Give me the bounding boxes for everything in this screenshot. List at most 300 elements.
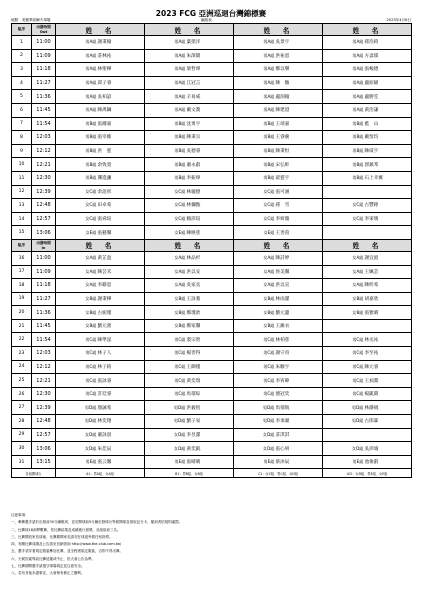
- player-cell: [145, 103, 234, 117]
- player-name: 莊林祐: [97, 53, 112, 59]
- player-name: 王姵芸: [364, 269, 379, 275]
- player-cell: [145, 212, 234, 226]
- player-name: 古郎霖: [364, 419, 379, 425]
- table-header-in: [12, 239, 412, 251]
- player-name: 張云馨: [97, 460, 112, 466]
- name-header: 姓 名: [145, 24, 234, 36]
- table-row: [12, 226, 412, 240]
- group-number: 26: [12, 387, 32, 401]
- tee-time: 11:36: [32, 90, 56, 104]
- player-name: 林雨潔: [275, 296, 290, 302]
- player-cell: [234, 347, 323, 361]
- group-number: 18: [12, 279, 32, 293]
- player-name: 黃浩謙: [364, 108, 379, 114]
- player-cell: [56, 415, 145, 429]
- tee-time: 13:06: [32, 226, 56, 240]
- player-cell: [234, 455, 323, 469]
- tee-assignment-b1: B1：男B組、女B組: [145, 469, 234, 478]
- player-cell: [323, 415, 412, 429]
- player-cell: [145, 117, 234, 131]
- table-row: [12, 292, 412, 306]
- player-name: 李妍璇: [275, 217, 290, 223]
- player-cell: [145, 360, 234, 374]
- player-division: 男A組: [174, 66, 186, 72]
- player-division: 女D組: [84, 431, 97, 437]
- tee-assignment-label: 各組開球台: [12, 469, 56, 478]
- player-name: 張藝馨: [97, 230, 112, 236]
- notes-heading: 注意事項：: [11, 513, 29, 517]
- name-header: 姓 名: [56, 24, 145, 36]
- table-row: [12, 131, 412, 145]
- tee-time: 11:36: [32, 306, 56, 320]
- player-division: 女A組: [85, 268, 97, 274]
- player-cell: [56, 279, 145, 293]
- player-division: 男A組: [352, 107, 364, 113]
- tee-assignment-a1: A1：男A組、女A組: [56, 469, 145, 478]
- player-cell: [234, 306, 323, 320]
- player-cell: [145, 158, 234, 172]
- tee-time: 13:06: [32, 442, 56, 456]
- group-number: 12: [12, 185, 32, 199]
- player-cell: [323, 131, 412, 145]
- player-division: 男A組: [263, 80, 275, 86]
- player-name: 田卓希: [97, 203, 112, 209]
- player-division: 女B組: [352, 309, 364, 315]
- player-name: 陳秉恒: [275, 149, 290, 155]
- table-row: [12, 63, 412, 77]
- player-cell: [56, 131, 145, 145]
- tee-time: 12:57: [32, 428, 56, 442]
- player-division: 女A組: [352, 282, 364, 288]
- group-number: 24: [12, 360, 32, 374]
- tee-time-header-out: [32, 24, 56, 36]
- player-cell: [234, 333, 323, 347]
- player-division: 女D組: [173, 445, 186, 451]
- player-cell: [145, 279, 234, 293]
- player-division: 女C組: [174, 216, 186, 222]
- location-text: 地點：美麗華高爾夫球場: [11, 17, 51, 22]
- player-division: 男A組: [85, 52, 97, 58]
- player-cell: [56, 455, 145, 469]
- group-number: 8: [12, 131, 32, 145]
- player-cell: [56, 333, 145, 347]
- player-cell: [323, 63, 412, 77]
- player-name: 王詠蓁: [186, 296, 201, 302]
- player-name: 張爾嘉: [97, 121, 112, 127]
- player-division: 男C組: [174, 377, 186, 383]
- table-row: [12, 117, 412, 131]
- player-name: 吳沛瑜: [364, 446, 379, 452]
- player-cell: [56, 401, 145, 415]
- player-name: 李宥暐: [275, 378, 290, 384]
- player-division: 女C組: [352, 202, 364, 208]
- player-division: 女B組: [263, 295, 275, 301]
- tee-time-header-sub: Out: [39, 30, 48, 34]
- player-cell: [234, 265, 323, 279]
- player-name: 李振瑋: [186, 176, 201, 182]
- player-division: 男D組: [173, 418, 186, 424]
- player-name: 陳威宇: [364, 149, 379, 155]
- player-division: 女A組: [85, 282, 97, 288]
- player-name: 沈勇宇: [186, 121, 201, 127]
- table-row: [12, 185, 412, 199]
- player-cell: [56, 171, 145, 185]
- player-cell: [56, 360, 145, 374]
- player-cell: [323, 212, 412, 226]
- player-division: 男A組: [174, 80, 186, 86]
- player-division: 男A組: [174, 93, 186, 99]
- group-number: 21: [12, 319, 32, 333]
- player-cell: [234, 131, 323, 145]
- tee-time: 12:39: [32, 185, 56, 199]
- player-division: 男B組: [174, 175, 186, 181]
- table-row: [12, 251, 412, 265]
- player-division: 女A組: [174, 282, 186, 288]
- player-division: 女B組: [174, 309, 186, 315]
- player-name: 裘宗智: [186, 337, 201, 343]
- tee-time-header-sub: In: [41, 245, 46, 250]
- player-cell: [234, 49, 323, 63]
- tee-time: 12:48: [32, 199, 56, 213]
- group-number: 28: [12, 415, 32, 429]
- tee-time: 12:12: [32, 360, 56, 374]
- player-name: 林聖樺: [97, 67, 112, 73]
- player-cell: [145, 90, 234, 104]
- player-name: 林瓏德: [186, 189, 201, 195]
- player-cell: [56, 158, 145, 172]
- tee-time: 11:45: [32, 319, 56, 333]
- player-division: 男B組: [352, 134, 364, 140]
- player-division: 男B組: [263, 120, 275, 126]
- player-cell: [234, 199, 323, 213]
- note-line: 一、參賽選手請於出發前30分鐘報到，並於開球前5分鐘至發球台等候開球及領取記分卡，遲到者依規則處罰。: [11, 520, 183, 525]
- player-division: 女A組: [263, 268, 275, 274]
- player-name: 江冠言: [186, 81, 201, 87]
- tee-assignment-row: [12, 469, 412, 478]
- player-cell: [323, 144, 412, 158]
- group-number: 19: [12, 292, 32, 306]
- note-line: 四、有關比賽成績及公告請至官網查詢 http://www.the-club.com.tw/: [11, 542, 122, 547]
- group-number: 7: [12, 117, 32, 131]
- player-division: 男C組: [174, 363, 186, 369]
- player-division: 女A組: [85, 255, 97, 261]
- player-cell: [145, 265, 234, 279]
- player-cell: [234, 251, 323, 265]
- player-cell: [145, 442, 234, 456]
- table-row: [12, 387, 412, 401]
- tee-time: 11:18: [32, 63, 56, 77]
- name-header: 姓 名: [234, 24, 323, 36]
- tee-time: 12:12: [32, 144, 56, 158]
- player-name: 戴文喬: [186, 108, 201, 114]
- player-cell: [56, 103, 145, 117]
- player-division: 男C組: [174, 336, 186, 342]
- player-name: 藍 山: [364, 121, 379, 127]
- date-text: 2023年4月6日: [386, 17, 411, 22]
- player-name: 林丞祐: [364, 337, 379, 343]
- pairing-table: [11, 23, 412, 478]
- table-row: [12, 319, 412, 333]
- player-name: 余語彤: [97, 189, 112, 195]
- table-row: [12, 401, 412, 415]
- table-row: [12, 347, 412, 361]
- table-row: [12, 374, 412, 388]
- player-name: 梁哲瑋: [186, 67, 201, 73]
- player-cell: [323, 226, 412, 240]
- table-row: [12, 279, 412, 293]
- group-number: 23: [12, 347, 32, 361]
- player-cell: [145, 144, 234, 158]
- player-name: 孫 雪: [275, 203, 290, 209]
- tee-time-header-in: [32, 239, 56, 251]
- player-cell: [323, 292, 412, 306]
- player-division: 男A組: [174, 107, 186, 113]
- player-division: 男A組: [352, 39, 364, 45]
- player-name: 張詠睿: [97, 378, 112, 384]
- player-division: 女E組: [174, 229, 186, 235]
- player-name: 陳詩婷: [275, 256, 290, 262]
- note-line: 七、比賽期間選手請遵守球場規定並注意安全。: [11, 564, 85, 569]
- table-row: [12, 265, 412, 279]
- player-cell: [323, 306, 412, 320]
- player-cell: [145, 131, 234, 145]
- player-division: 男C組: [352, 377, 364, 383]
- player-cell: [323, 333, 412, 347]
- table-row: [12, 442, 412, 456]
- player-cell: [323, 360, 412, 374]
- name-header: 姓 名: [56, 239, 145, 251]
- player-cell: [56, 199, 145, 213]
- player-division: 男D組: [262, 418, 275, 424]
- player-cell: [145, 251, 234, 265]
- player-name: 林瀞硯: [364, 405, 379, 411]
- player-name: 石上幸翼: [364, 176, 383, 182]
- player-cell: [234, 319, 323, 333]
- player-cell: [145, 415, 234, 429]
- table-row: [12, 171, 412, 185]
- player-division: 女C組: [85, 202, 97, 208]
- tee-time: 12:03: [32, 347, 56, 361]
- player-division: 男B組: [85, 175, 97, 181]
- group-number: 14: [12, 212, 32, 226]
- player-division: 男C組: [263, 336, 275, 342]
- player-cell: [323, 199, 412, 213]
- player-cell: [234, 158, 323, 172]
- player-division: 男A組: [352, 93, 364, 99]
- group-number: 30: [12, 442, 32, 456]
- player-cell: [145, 185, 234, 199]
- player-name: 莊淇淇: [275, 432, 290, 438]
- player-division: 女E組: [263, 229, 275, 235]
- player-name: 張可涵: [275, 189, 290, 195]
- player-cell: [234, 374, 323, 388]
- player-name: 王御僅: [186, 364, 201, 370]
- player-cell: [234, 415, 323, 429]
- player-cell: [323, 49, 412, 63]
- player-division: 男A組: [85, 93, 97, 99]
- player-name: 洪祐恩: [275, 53, 290, 59]
- player-division: 男E組: [263, 459, 275, 465]
- player-division: 男A組: [352, 80, 364, 86]
- player-division: 男B組: [85, 148, 97, 154]
- tee-assignment-lv2: LV2：女D組、男E組、女E組: [323, 469, 412, 478]
- player-name: 胡嘉欣: [364, 296, 379, 302]
- player-name: 陳建澄: [275, 108, 290, 114]
- player-division: 女B組: [174, 295, 186, 301]
- player-division: 男C組: [263, 377, 275, 383]
- player-division: 男C組: [352, 350, 364, 356]
- page-title: 2023 FCG 亞洲巡迴台灣錦標賽: [155, 9, 267, 18]
- player-division: 男C組: [352, 391, 364, 397]
- tee-time: 11:00: [32, 36, 56, 50]
- table-row: [12, 199, 412, 213]
- table-row: [12, 360, 412, 374]
- table-row: [12, 76, 412, 90]
- player-name: 陳禹鑰: [97, 108, 112, 114]
- player-cell: [56, 292, 145, 306]
- player-division: 女C組: [174, 188, 186, 194]
- player-name: 陳準泓: [97, 337, 112, 343]
- player-division: 男C組: [85, 350, 97, 356]
- player-division: 男C組: [263, 391, 275, 397]
- player-name: 謝宜庭: [364, 256, 379, 262]
- player-name: 劉元蕾: [97, 324, 112, 330]
- player-division: 女C組: [263, 216, 275, 222]
- table-row: [12, 90, 412, 104]
- player-division: 男B組: [85, 161, 97, 167]
- player-division: 女E組: [85, 229, 97, 235]
- player-cell: [323, 158, 412, 172]
- player-cell: [234, 36, 323, 50]
- player-name: 許廷睿: [97, 392, 112, 398]
- player-name: 陳昕希: [364, 283, 379, 289]
- tee-time: 12:48: [32, 415, 56, 429]
- player-name: 李寀瑀: [364, 217, 379, 223]
- player-division: 男A組: [352, 52, 364, 58]
- player-division: 男C組: [263, 363, 275, 369]
- tee-assignment-c1: C1：女C組、男C組、女D組: [234, 469, 323, 478]
- note-line: 八、若有其他未盡事宜，大會保有修正之權利。: [11, 571, 85, 576]
- player-name: 王濰衣: [275, 324, 290, 330]
- player-cell: [234, 387, 323, 401]
- player-cell: [145, 36, 234, 50]
- player-name: 陳秉宗: [186, 135, 201, 141]
- player-cell: [234, 144, 323, 158]
- group-number: 10: [12, 158, 32, 172]
- player-division: 女D組: [262, 431, 275, 437]
- player-name: 王靖嘉: [275, 121, 290, 127]
- player-cell: [323, 442, 412, 456]
- group-number: 13: [12, 199, 32, 213]
- player-name: 余致寬: [97, 162, 112, 168]
- table-row: [12, 455, 412, 469]
- sheet-type-text: 編組表: [201, 17, 212, 22]
- player-cell: [234, 171, 323, 185]
- player-division: 男B組: [263, 134, 275, 140]
- player-cell: [323, 401, 412, 415]
- player-name: 張雅晴: [364, 310, 379, 316]
- player-division: 男C組: [263, 350, 275, 356]
- player-division: 男A組: [85, 66, 97, 72]
- player-division: 女A組: [174, 255, 186, 261]
- player-name: 林子人: [97, 351, 112, 357]
- player-name: 王睿慶: [275, 135, 290, 141]
- player-name: 吳柏諺: [97, 94, 112, 100]
- player-cell: [56, 442, 145, 456]
- player-cell: [145, 49, 234, 63]
- player-division: 男B組: [263, 175, 275, 181]
- player-cell: [56, 49, 145, 63]
- player-cell: [234, 292, 323, 306]
- player-name: 李辭恩: [97, 283, 112, 289]
- player-cell: [56, 319, 145, 333]
- table-row: [12, 306, 412, 320]
- player-cell: [56, 387, 145, 401]
- player-name: 陳元睿: [364, 364, 379, 370]
- player-cell: [323, 279, 412, 293]
- player-cell: [234, 360, 323, 374]
- group-number: 3: [12, 63, 32, 77]
- player-division: 男B組: [85, 134, 97, 140]
- player-cell: [56, 185, 145, 199]
- group-number: 1: [12, 36, 32, 50]
- player-division: 女D組: [84, 445, 97, 451]
- player-division: 男C組: [352, 336, 364, 342]
- player-cell: [323, 185, 412, 199]
- player-name: 謝秉翰: [97, 40, 112, 46]
- tee-time: 12:21: [32, 158, 56, 172]
- player-division: 男A組: [85, 107, 97, 113]
- player-division: 女B組: [85, 295, 97, 301]
- tee-time: 12:30: [32, 171, 56, 185]
- player-cell: [323, 76, 412, 90]
- name-header: 姓 名: [234, 239, 323, 251]
- table-row: [12, 144, 412, 158]
- player-name: 林柏慈: [275, 337, 290, 343]
- player-division: 男C組: [85, 336, 97, 342]
- tee-time: 11:00: [32, 251, 56, 265]
- player-cell: [56, 117, 145, 131]
- table-row: [12, 158, 412, 172]
- player-name: 朱佳辰: [97, 446, 112, 452]
- player-name: 馬郁綜: [186, 392, 201, 398]
- table-row: [12, 103, 412, 117]
- player-cell: [56, 226, 145, 240]
- player-division: 男E組: [174, 459, 186, 465]
- player-division: 女A組: [174, 268, 186, 274]
- player-name: 洪 霆: [97, 149, 112, 155]
- player-division: 男B組: [263, 148, 275, 154]
- player-name: 賴沛瑄: [186, 217, 201, 223]
- group-number: 31: [12, 455, 32, 469]
- group-number: 2: [12, 49, 32, 63]
- player-cell: [56, 144, 145, 158]
- player-name: 盧沺翰: [275, 94, 290, 100]
- player-cell: [323, 319, 412, 333]
- tee-time: 12:21: [32, 374, 56, 388]
- player-name: 馬郁航: [275, 405, 290, 411]
- player-division: 女A組: [352, 268, 364, 274]
- player-name: 謝守晉: [275, 351, 290, 357]
- player-division: 女A組: [352, 255, 364, 261]
- player-name: 蔡沐辰: [275, 460, 290, 466]
- tee-time: 11:09: [32, 49, 56, 63]
- player-division: 女B組: [174, 323, 186, 329]
- player-name: 蕭永叡: [186, 162, 201, 168]
- group-number: 15: [12, 226, 32, 240]
- note-line: 二、比賽採18洞桿數賽，依比賽結果及成績進行頒獎，各組取前三名。: [11, 527, 121, 532]
- group-header: 組序: [12, 24, 32, 36]
